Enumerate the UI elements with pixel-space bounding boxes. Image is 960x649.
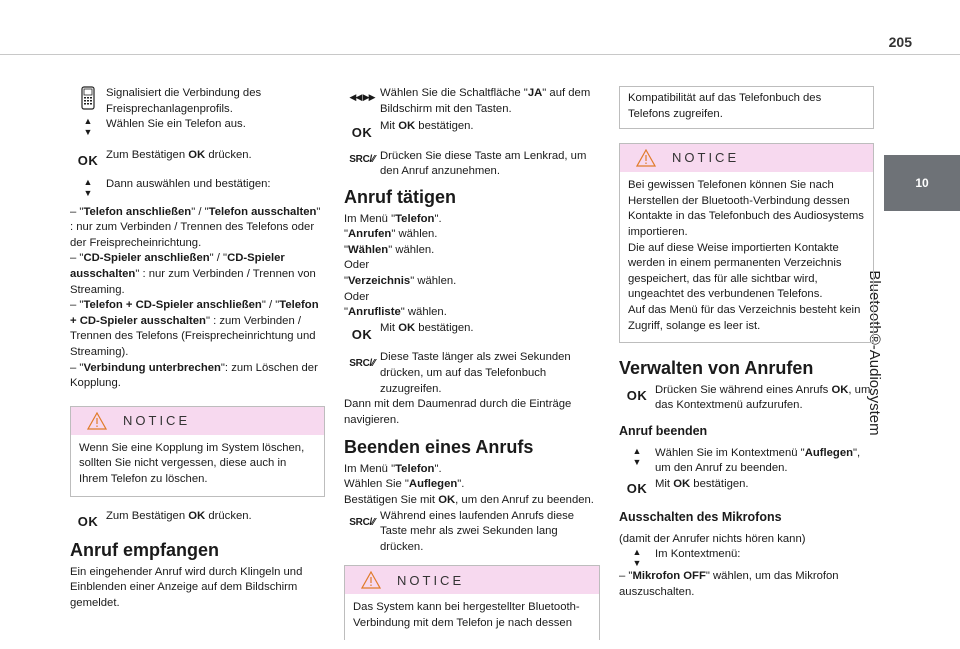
left-right-arrows-icon: ◀◀ ▶▶ <box>349 92 375 102</box>
ok-button-icon: OK <box>626 480 648 496</box>
row-select-hangup: ▲ ▼ Wählen Sie im Kontextmenü "Auflegen", um den Anruf zu beenden. <box>619 446 874 477</box>
notice-box-3: NOTICE Bei gewissen Telefonen können Sie nach Herstellen der Bluetooth-Verbindung dessen Kontakte in das Telefonbuch des Audiosystems importieren. Die auf diese Weise importierten Kontakte werden in einem permanenten Verzeichnis gespeichert, das für alle sichtbar wird, ungeachtet des verbundenen Telefons. Auf das Menü für das Verzeichnis besteht kein Zugriff, solange es leer ist. <box>619 143 874 343</box>
src-steering-button-icon: SRC/⁄⁄ <box>349 516 375 528</box>
row-ok-confirm: OK Mit OK bestätigen. <box>626 477 749 496</box>
notice-label: NOTICE <box>672 150 740 166</box>
up-down-arrows-icon: ▲ ▼ <box>632 445 642 467</box>
up-arrow-icon: ▲ <box>83 116 93 126</box>
row-ok-context: OK Drücken Sie während eines Anrufs OK, um das Kontextmenü aufzurufen. <box>626 383 871 412</box>
row-ok-confirm: OK Mit OK bestätigen. <box>351 120 474 141</box>
bullet-cd: – "CD-Spieler anschließen" / "CD-Spieler ausschalten" : nur zum Verbinden / Trennen von Streaming. <box>70 252 316 296</box>
text-profile: Signalisiert die Verbindung des Freisprechanlagenprofils. <box>106 87 262 115</box>
row-ok-confirm: OK Zum Bestätigen OK drücken. <box>77 149 252 168</box>
heading-make-call: Anruf tätigen <box>344 186 456 207</box>
notice-box-2 <box>344 565 600 639</box>
row-context-menu: ▲ ▼ Im Kontextmenü: <box>619 547 874 569</box>
chapter-tab[interactable]: 10 <box>884 155 960 211</box>
warning-triangle-icon <box>71 412 123 430</box>
header-rule <box>0 54 960 55</box>
up-down-arrows-icon: ▲ ▼ <box>632 547 642 569</box>
heading-hang-up: Anruf beenden <box>619 423 708 438</box>
row-ok-confirm-2: OK Mit OK bestätigen. <box>351 321 474 342</box>
warning-triangle-icon <box>620 149 672 167</box>
src-steering-button-icon: SRC/⁄⁄ <box>349 358 375 370</box>
bullet-disconnect: – "Verbindung unterbrechen": zum Löschen der Kopplung. <box>70 361 318 390</box>
bullet-mic-off: – "Mikrofon OFF" wählen, um das Mikrofon auszuschalten. <box>619 570 839 599</box>
heading-end-call: Beenden eines Anrufs <box>344 437 534 458</box>
heading-manage-calls: Verwalten von Anrufen <box>619 358 814 379</box>
ok-button-icon: OK <box>77 513 99 529</box>
row-phone-profile <box>70 86 325 138</box>
notice-text: Das System kann bei hergestellter Bluetooth-Verbindung mit dem Telefon je nach dessen <box>353 601 580 630</box>
row-select-confirm: ▲ ▼ Dann auswählen und bestätigen: <box>70 177 325 199</box>
src-steering-button-icon: SRC/⁄⁄ <box>349 153 375 165</box>
row-src-accept: SRC/⁄⁄ Drücken Sie diese Taste am Lenkrad, um den Anruf anzunehmen. <box>344 149 600 180</box>
ok-button-icon: OK <box>351 326 373 342</box>
page-number: 205 <box>888 34 912 50</box>
ok-button-icon: OK <box>626 387 648 403</box>
receive-text: Ein eingehender Anruf wird durch Klingeln und Einblenden einer Anzeige auf dem Bildschirm gemeldet. <box>70 565 303 609</box>
notice-label: NOTICE <box>123 412 191 428</box>
row-select-yes: ◀◀ ▶▶ Wählen Sie die Schaltfläche "JA" auf dem Bildschirm mit den Tasten. <box>344 86 600 117</box>
heading-receive-call: Anruf empfangen <box>70 540 220 561</box>
notice-label: NOTICE <box>397 572 465 588</box>
text-select-phone: Wählen Sie ein Telefon aus. <box>106 118 246 131</box>
down-arrow-icon: ▼ <box>83 127 93 137</box>
chapter-title: Bluetooth®-Audiosystem <box>866 270 883 436</box>
column-3: Kompatibilität auf das Telefonbuch des Telefons zugreifen. NOTICE Bei gewissen Telefonen können Sie nach Herstellen der Bluetooth-Verbindung dessen Kontakte in das Telefonbuch des Audiosystems importieren. Die auf diese Weise importierten Kontakte werden in einem permanenten Verzeichnis gespeichert, das für alle sichtbar wird, ungeachtet des verbundenen Telefons. Auf das Menü für das Verzeichnis besteht kein Zugriff, solange es leer ist. Verwalten von Anrufen OK Drücken Sie während eines Anrufs OK, um das Kontextmenü aufzurufen. Anruf beenden ▲ ▼ Wählen Sie im Kontextmenü "Auflegen", um den Anruf zu beenden. OK Mit OK bestätigen. Ausschalten des Mikrofons (damit der Anrufer nichts hören kann) ▲ ▼ Im Kontextmenü: – "Mikrofon OFF" wählen, um das Mikrofon auszuschalten. <box>619 86 874 601</box>
bullet-phone-cd: – "Telefon + CD-Spieler anschließen" / "Telefon + CD-Spieler ausschalten" : zum Verbinden / Trennen des Telefons (Freisprecheinrichtung und Streaming). <box>70 299 319 358</box>
column-1 <box>70 86 325 611</box>
notice-text: Wenn Sie eine Kopplung im System löschen, sollten Sie nicht vergessen, diese auch in Ihrem Telefon zu löschen. <box>79 441 305 485</box>
row-ok-confirm-2: OK Zum Bestätigen OK drücken. <box>77 509 252 529</box>
row-src-hangup: SRC/⁄⁄ Während eines laufenden Anrufs diese Taste mehr als zwei Sekunden lang drücken. <box>344 509 600 556</box>
ok-button-icon: OK <box>351 125 373 141</box>
notice-box-1 <box>70 406 325 497</box>
bullet-phone: – "Telefon anschließen" / "Telefon ausschalten" : nur zum Verbinden / Trennen des Telefons oder der Freisprecheinrichtung. <box>70 205 321 249</box>
up-down-arrows-icon: ▲ ▼ <box>83 176 93 198</box>
heading-mute: Ausschalten des Mikrofons <box>619 510 782 525</box>
phone-icon <box>70 86 106 138</box>
column-2: ◀◀ ▶▶ Wählen Sie die Schaltfläche "JA" auf dem Bildschirm mit den Tasten. OK Mit OK bestätigen. SRC/⁄⁄ Drücken Sie diese Taste am Lenkrad, um den Anruf anzunehmen. Anruf tätigen Im Menü "Telefon". "Anrufen" wählen. "Wählen" wählen. Oder "Verzeichnis" wählen. Oder "Anrufliste" wählen. OK Mit OK bestätigen. SRC/⁄⁄ Diese Taste länger als zwei Sekunden drücken, um auf das Telefonbuch zuzugreifen. Dann mit dem Daumenrad durch die Einträge navigieren. Beenden eines Anrufs Im Menü "Telefon". Wählen Sie "Auflegen". Bestätigen Sie mit OK, um den Anruf zu beenden. SRC/⁄⁄ Während eines laufenden Anrufs diese Taste mehr als zwei Sekunden lang drücken. NOTICE Das System kann bei hergestellter Bluetooth-Verbindung mit dem Telefon je nach dessen <box>344 86 600 640</box>
row-src-phonebook: SRC/⁄⁄ Diese Taste länger als zwei Sekunden drücken, um auf das Telefonbuch zuzugreifen. <box>344 350 600 397</box>
ok-button-icon: OK <box>77 153 99 168</box>
notice-continued: Kompatibilität auf das Telefonbuch des Telefons zugreifen. <box>619 86 874 129</box>
warning-triangle-icon <box>345 571 397 589</box>
